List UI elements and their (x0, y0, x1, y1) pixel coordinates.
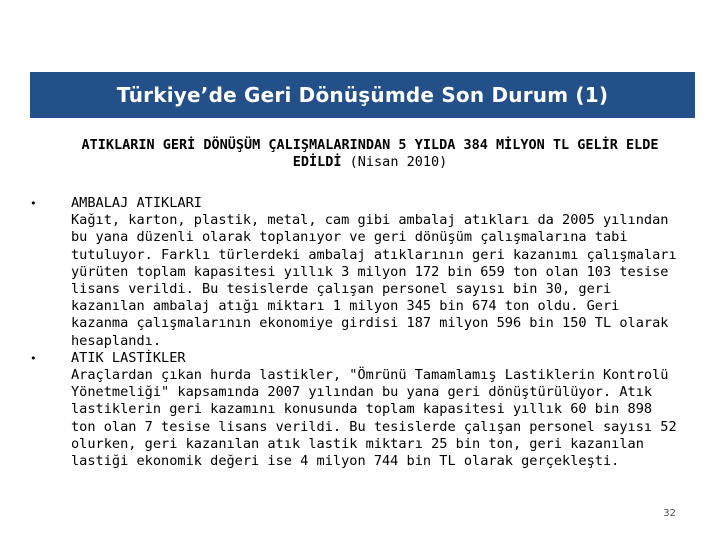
subtitle-headline: ATIKLARIN GERİ DÖNÜŞÜM ÇALIŞMALARINDAN 5 YILDA 384 MİLYON TL GELİR ELDE EDİLDİ (81, 137, 659, 170)
bullet-icon: • (30, 197, 37, 210)
subtitle-date: (Nisan 2010) (341, 154, 448, 170)
bullet-icon: • (30, 351, 37, 365)
slide-title: Türkiye’de Geri Dönüşümde Son Durum (1) (30, 72, 695, 118)
item-heading: AMBALAJ ATIKLARI (71, 195, 202, 211)
slide-subtitle (80, 137, 660, 171)
item-body: Kağıt, karton, plastik, metal, cam gibi ambalaj atıkları da 2005 yılından bu yana düzenli olarak toplanıyor ve geri dönüşüm çalışmalarına tabi tutuluyor. Farklı türlerdeki ambalaj atıklarının geri kazanımı çalışmaları yürüten toplam kapasitesi yıllık 3 milyon 172 bin 659 ton olan 103 tesise lisans verildi. Bu tesislerde çalışan personel sayısı bin 30, geri kazanılan ambalaj atığı miktarı 1 milyon 345 bin 674 ton oldu. Geri kazanma çalışmalarının ekonomiye girdisi 187 milyon 596 bin 150 TL olarak hesaplandı. (71, 212, 677, 349)
list-item (30, 350, 680, 470)
list-item (30, 195, 680, 350)
item-heading: ATIK LASTİKLER (71, 349, 186, 366)
item-body: Araçlardan çıkan hurda lastikler, "Ömrünü Tamamlamış Lastiklerin Kontrolü Yönetmeliği" kapsamında 2007 yılından bu yana geri dönüştürülüyor. Atık lastiklerin geri kazamını konusunda toplam kapasitesi yıllık 60 bin 898 ton olan 7 tesise lisans verildi. Bu tesislerde çalışan personel sayısı 52 olurken, geri kazanılan atık lastik miktarı 25 bin ton, geri kazanılan lastiği ekonomik değeri ise 4 milyon 744 bin TL olarak gerçekleşti. (71, 367, 677, 470)
bullet-list (30, 195, 680, 470)
page-number: 32 (663, 508, 676, 519)
